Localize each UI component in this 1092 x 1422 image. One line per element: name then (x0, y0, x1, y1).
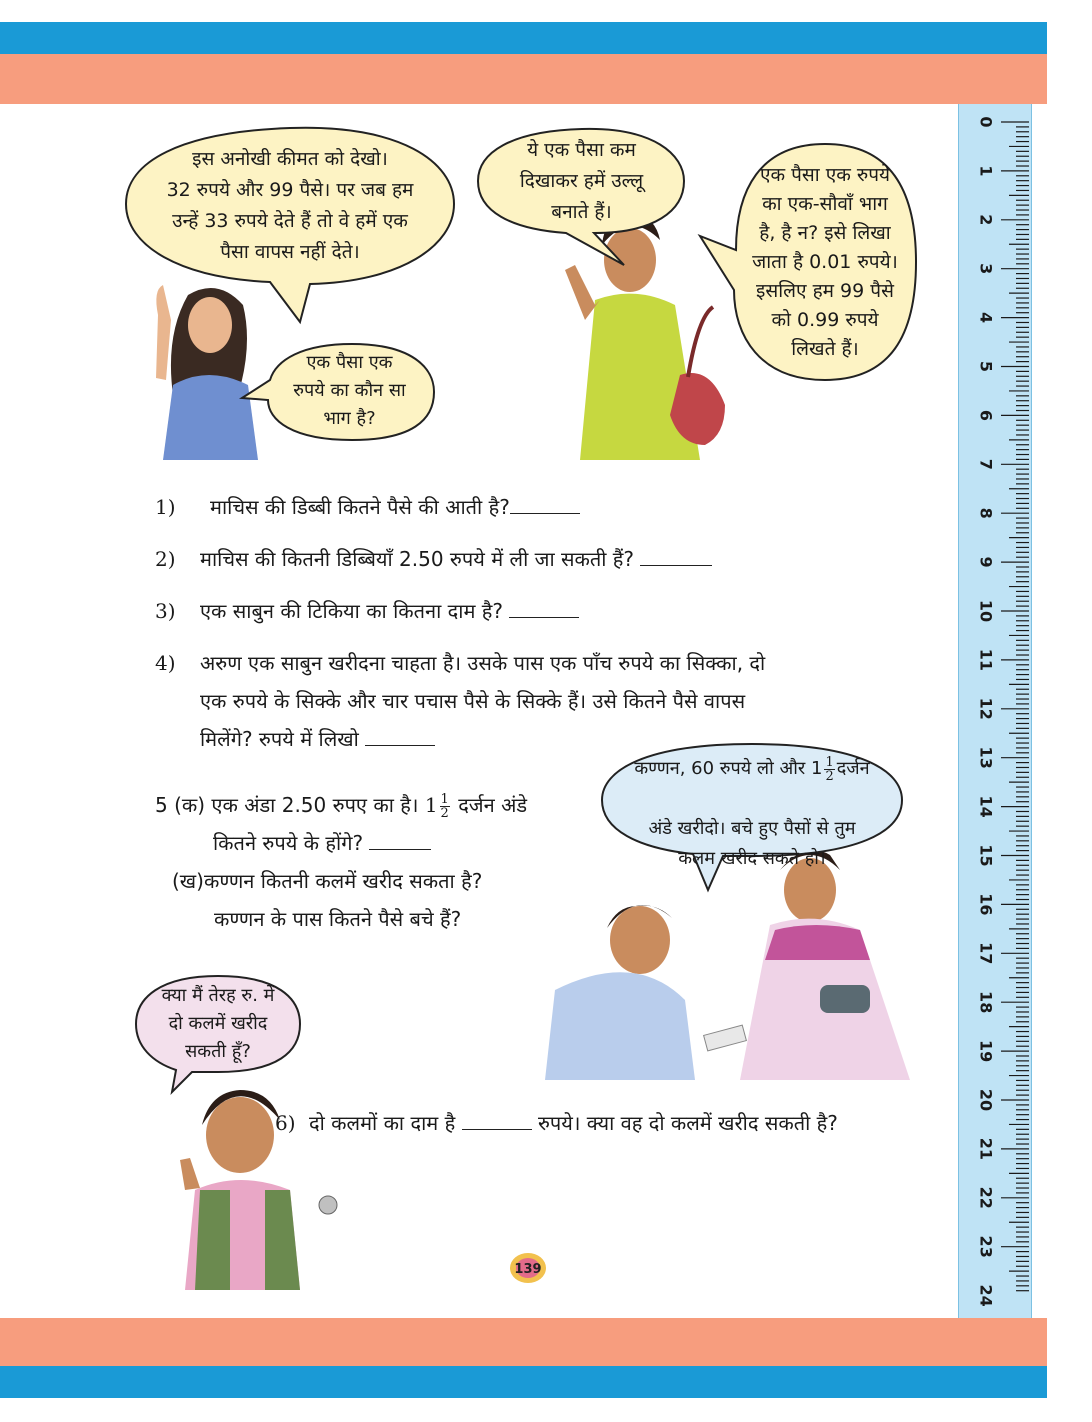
side-ruler (958, 104, 1032, 1318)
answer-blank-3[interactable] (509, 597, 579, 618)
ruler-label: 24 (976, 1284, 996, 1307)
ruler-label: 11 (976, 648, 996, 672)
answer-blank-5a[interactable] (369, 829, 431, 850)
ruler-label: 12 (976, 697, 996, 720)
bubble-kannan-fraction (824, 756, 834, 783)
bubble-kannan-rest: अंडे खरीदो। बचे हुए पैसों से तुम कलम खरीद सकते हो। (648, 818, 856, 869)
question-4-line2: एक रुपये के सिक्के और चार पचास पैसे के सिक्के हैं। उसे कितने पैसे वापस (200, 689, 746, 713)
bubble-paisa-less-text: ये एक पैसा कम दिखाकर हमें उल्लू बनाते हैं। (519, 138, 644, 223)
ruler-label: 1 (976, 165, 996, 177)
ruler-label: 23 (976, 1235, 996, 1258)
girl-pointing-illustration (128, 275, 268, 460)
ruler-label: 19 (976, 1039, 996, 1063)
bubble-what-part-text: एक पैसा एक रुपये का कौन सा भाग है? (293, 352, 406, 429)
question-6-text-a: दो कलमों का दाम है (309, 1111, 456, 1135)
ruler-label: 17 (976, 942, 996, 965)
answer-blank-4[interactable] (365, 725, 435, 746)
question-1-number: 1) (155, 495, 176, 519)
question-6-number: 6) (275, 1111, 296, 1135)
question-1 (155, 488, 580, 526)
ruler-label: 7 (976, 458, 996, 470)
question-5a-line2: कितने रुपये के होंगे? (213, 831, 364, 855)
question-4-line1: अरुण एक साबुन खरीदना चाहता है। उसके पास एक पाँच रुपये का सिक्का, दो (200, 651, 766, 675)
answer-blank-1[interactable] (510, 493, 580, 514)
question-3-text: एक साबुन की टिकिया का कितना दाम है? (200, 599, 504, 623)
bubble-price-text: इस अनोखी कीमत को देखो। 32 रुपये और 99 पैसे। पर जब हम उन्हें 33 रुपये देते हैं तो वे हमें एक पैसा वापस नहीं देते। (166, 148, 414, 263)
question-6 (275, 1104, 838, 1142)
question-4-line3: मिलेंगे? रुपये में लिखो (200, 727, 359, 751)
question-5a-line1b: दर्जन अंडे (458, 793, 528, 817)
bubble-hundredth (730, 140, 920, 385)
question-6-text-b: रुपये। क्या वह दो कलमें खरीद सकती है? (537, 1111, 838, 1135)
question-4 (155, 644, 915, 758)
bubble-kannan-line1: कण्णन, 60 रुपये लो और 1 (634, 758, 823, 779)
kannan-and-woman-illustration (545, 850, 915, 1080)
bubble-kannan-frac-den: 2 (825, 768, 834, 784)
question-5a (155, 786, 615, 862)
ruler-label: 3 (976, 263, 996, 275)
bubble-price-complaint (120, 122, 460, 290)
question-5b-number: (ख) (172, 869, 204, 893)
bubble-kannan-line1-end: दर्जन (836, 758, 870, 779)
bubble-kannan-frac-num: 1 (825, 754, 834, 770)
ruler-label: 14 (976, 795, 996, 818)
question-5b-line1: कण्णन कितनी कलमें खरीद सकता है? (203, 869, 483, 893)
question-2-number: 2) (155, 547, 176, 571)
ruler-label: 21 (976, 1137, 996, 1161)
page-number: 139 (514, 1262, 542, 1277)
ruler-label: 8 (976, 507, 996, 519)
ruler-ticks (959, 104, 1031, 1318)
ruler-label: 20 (976, 1088, 996, 1112)
top-blue-band (0, 22, 1047, 54)
question-5a-fraction (440, 793, 450, 820)
question-5a-line1a: एक अंडा 2.50 रुपए का है। (211, 793, 419, 817)
ruler-label: 5 (976, 360, 996, 373)
top-salmon-band (0, 54, 1047, 104)
page-number-badge (508, 1250, 548, 1286)
bubble-what-part (262, 340, 437, 442)
ruler-label: 4 (976, 312, 996, 324)
question-2 (155, 540, 712, 578)
ruler-label: 9 (976, 556, 996, 568)
question-5b (172, 862, 482, 938)
answer-blank-2[interactable] (640, 545, 712, 566)
ruler-label: 10 (976, 599, 996, 623)
question-5a-frac-den: 2 (440, 806, 449, 821)
bubble-paisa-less (474, 125, 689, 237)
question-5b-line2: कण्णन के पास कितने पैसे बचे हैं? (214, 907, 462, 931)
ruler-label: 15 (976, 844, 996, 867)
question-5a-whole: 1 (424, 793, 438, 817)
ruler-label: 0 (976, 116, 996, 128)
question-4-number: 4) (155, 651, 176, 675)
answer-blank-6[interactable] (462, 1109, 532, 1130)
bubble-hundredth-text: एक पैसा एक रुपये का एक-सौवाँ भाग है, है न? इसे लिखा जाता है 0.01 रुपये। इसलिए हम 99 पैसे को 0.99 रुपये लिखते हैं। (752, 164, 898, 360)
ruler-label: 18 (976, 991, 996, 1014)
ruler-label: 2 (976, 214, 996, 226)
bubble-thirteen-rupees (132, 972, 304, 1076)
bottom-blue-band (0, 1366, 1047, 1398)
question-3-number: 3) (155, 599, 176, 623)
ruler-label: 6 (976, 409, 996, 421)
bubble-thirteen-text: क्या मैं तेरह रु. में दो कलमें खरीद सकती हूँ? (161, 985, 275, 1062)
bottom-salmon-band (0, 1318, 1047, 1366)
question-2-text: माचिस की कितनी डिब्बियाँ 2.50 रुपये में ली जा सकती हैं? (200, 547, 635, 571)
ruler-label: 22 (976, 1186, 996, 1209)
question-3 (155, 592, 579, 630)
ruler-label: 13 (976, 746, 996, 769)
ruler-label: 16 (976, 893, 996, 916)
question-5a-number: 5 (क) (155, 793, 206, 817)
question-1-text: माचिस की डिब्बी कितने पैसे की आती है? (210, 495, 510, 519)
question-5a-frac-num: 1 (440, 792, 449, 807)
